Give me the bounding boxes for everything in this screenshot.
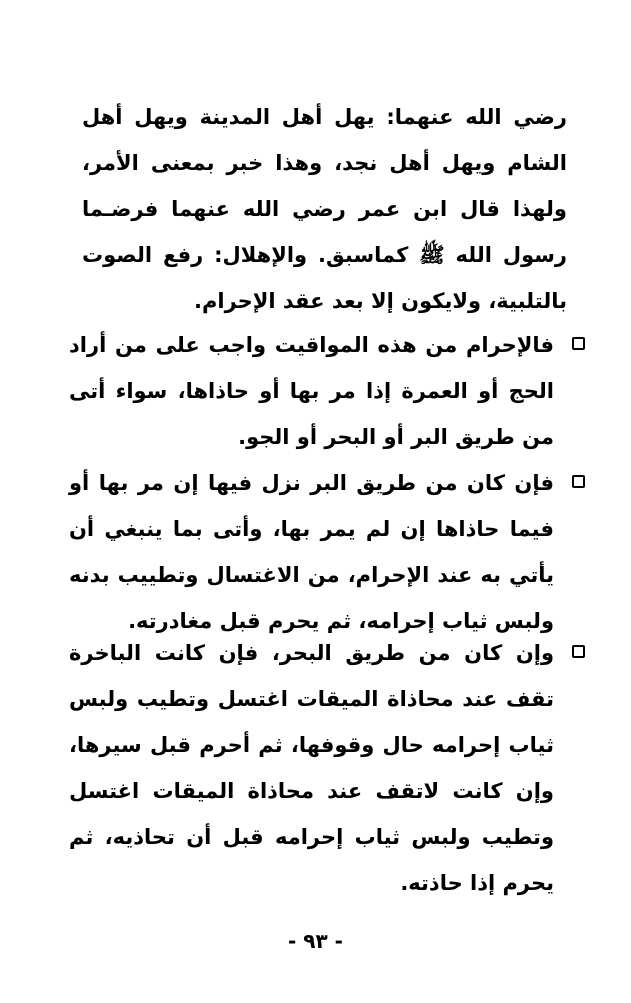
bullet-item <box>69 460 585 644</box>
bullet-row <box>69 460 585 644</box>
bullet-item <box>69 322 585 460</box>
bullet-row <box>69 322 585 460</box>
checkbox-bullet-icon <box>572 645 585 658</box>
bullet-text: وإن كان من طريق البحر، فإن كانت الباخرة تقف عند محاذاة الميقات اغتسل وتطيب ولبس ثياب إحرامه حال وقوفها، ثم أحرم قبل سيرها، وإن كانت لاتقف عند محاذاة الميقات اغتسل وتطيب ولبس ثياب إحرامه قبل أن تحاذيه، ثم يحرم إذا حاذته. <box>69 641 554 895</box>
bullet-row <box>69 630 585 906</box>
bullet-item <box>69 630 585 906</box>
bullet-text: فالإحرام من هذه المواقيت واجب على من أراد الحج أو العمرة إذا مر بها أو حاذاها، سواء أتى من طريق البر أو البحر أو الجو. <box>69 333 554 449</box>
bullet-text: فإن كان من طريق البر نزل فيها إن مر بها أو فيما حاذاها إن لم يمر بها، وأتى بما ينبغي أن يأتي به عند الإحرام، من الاغتسال وتطييب بدنه ولبس ثياب إحرامه، ثم يحرم قبل مغادرته. <box>69 471 554 633</box>
checkbox-bullet-icon <box>572 475 585 488</box>
checkbox-bullet-icon <box>572 337 585 350</box>
page-number: - ٩٣ - <box>288 929 343 953</box>
intro-paragraph: رضي الله عنهما: يهل أهل المدينة ويهل أهل الشام ويهل أهل نجد، وهذا خبر بمعنى الأمر، ولهذا قال ابن عمر رضي الله عنهما فرضـما رسول الله ﷺ كماسبق. والإهلال: رفع الصوت بالتلبية، ولايكون إلا بعد عقد الإحرام. <box>82 105 567 313</box>
